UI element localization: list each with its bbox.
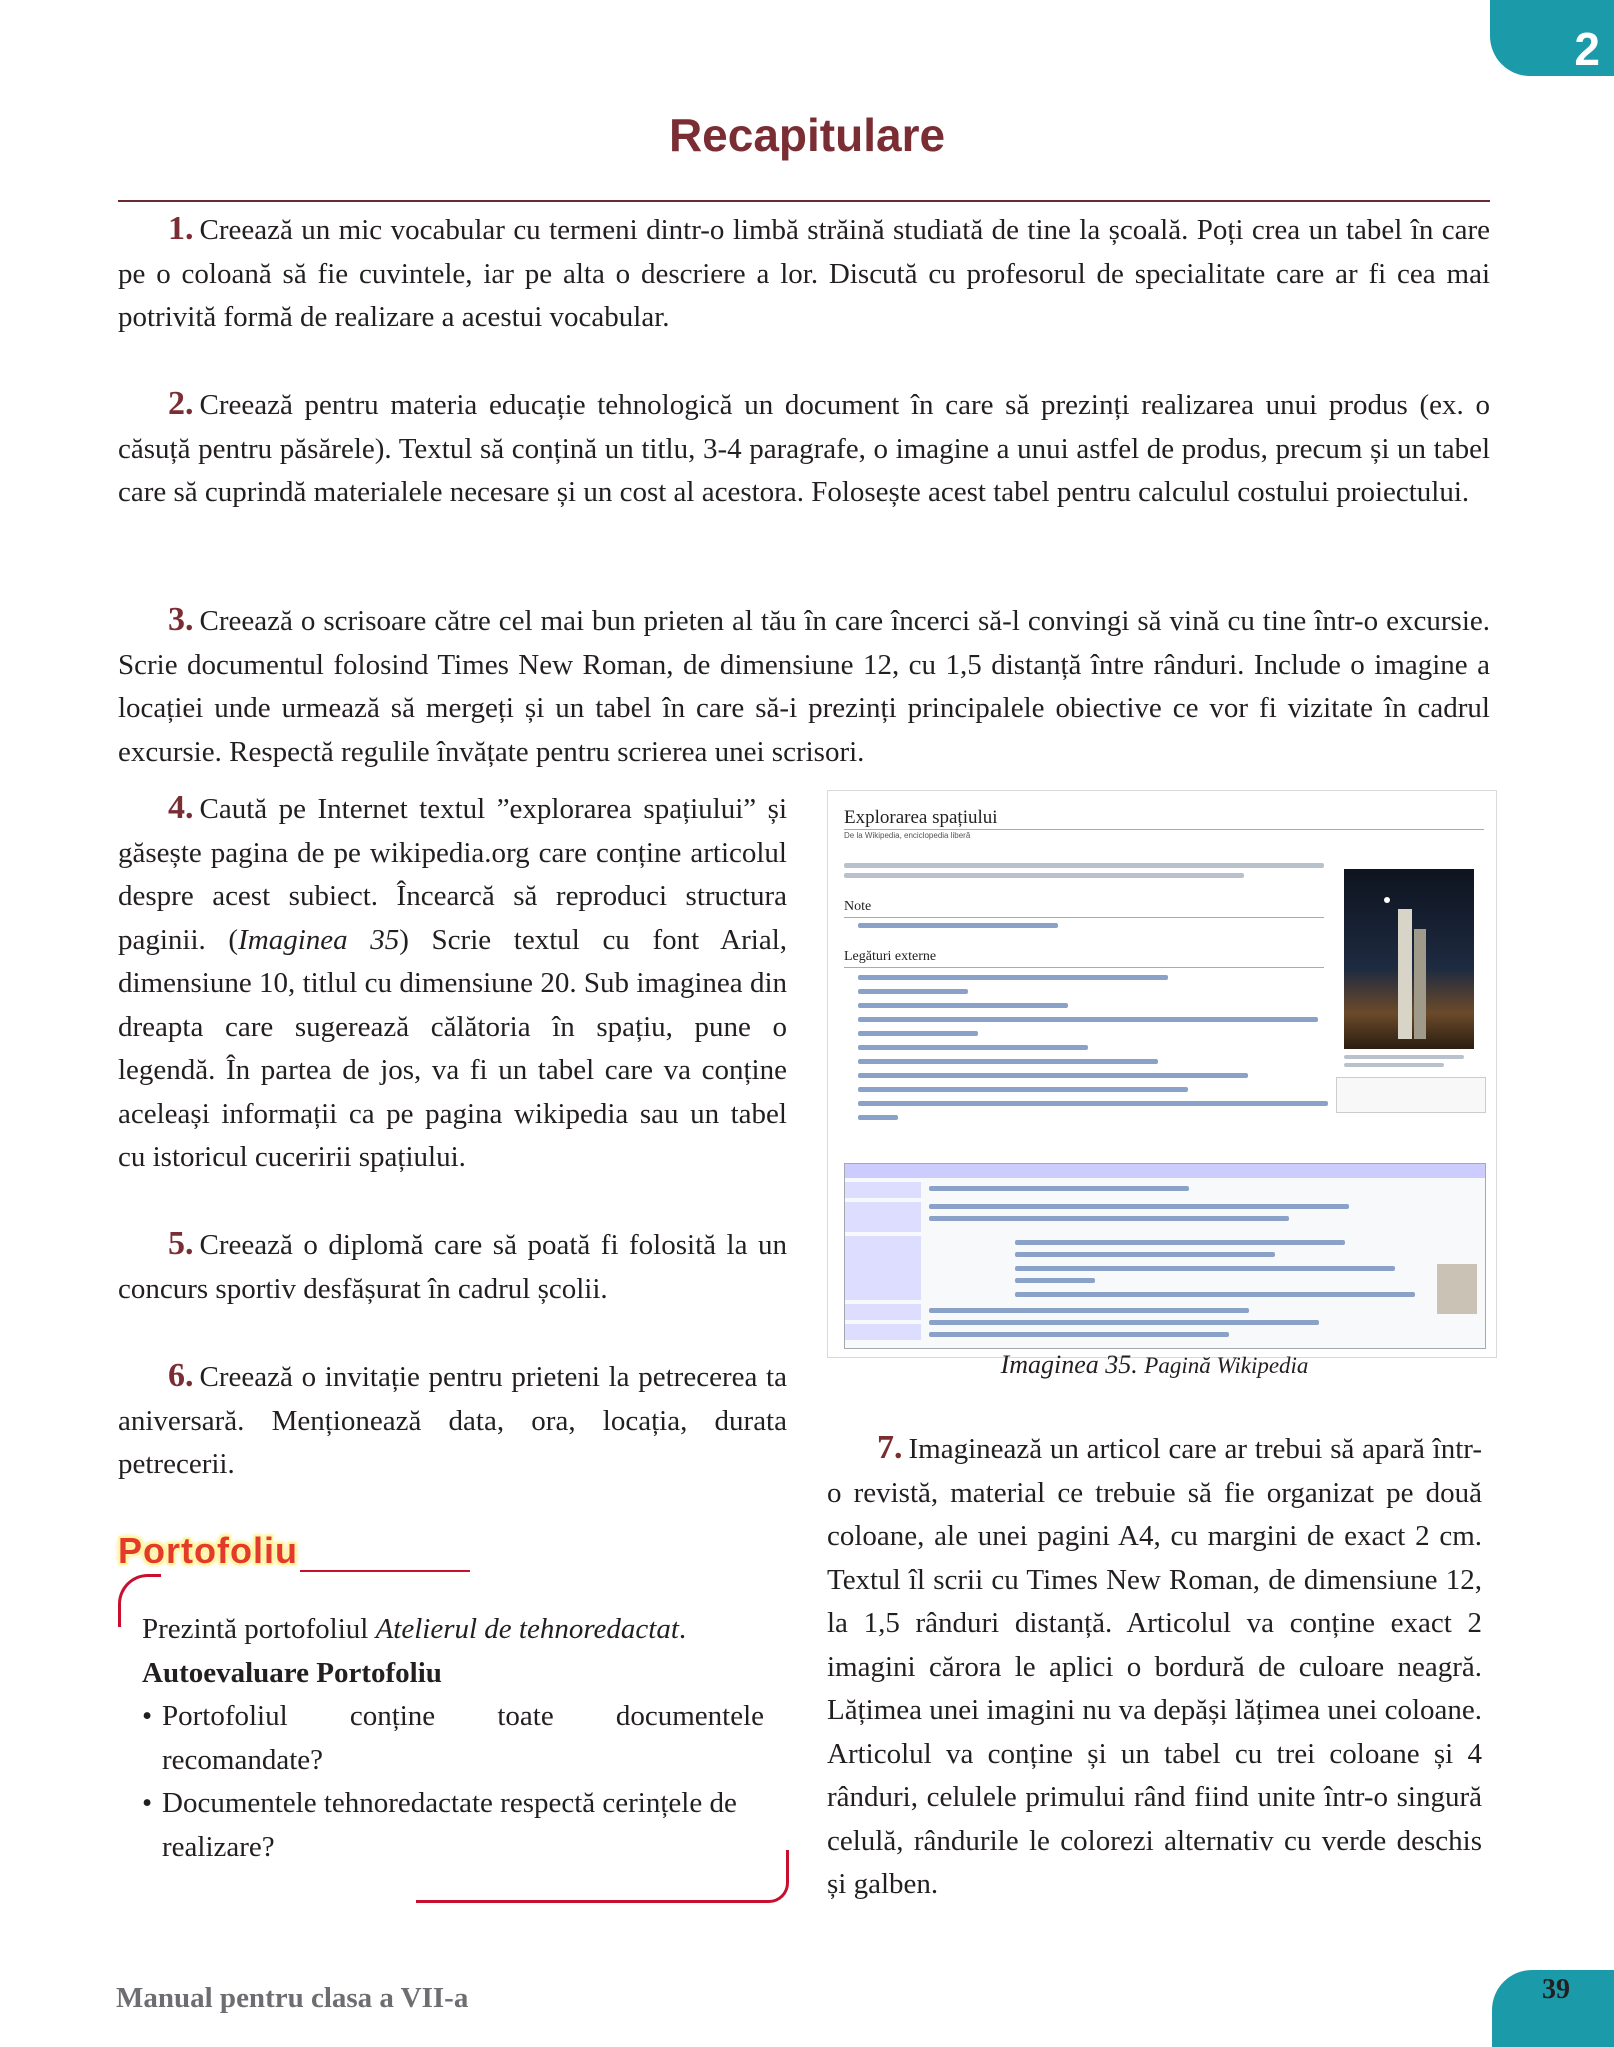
exercise-6 bbox=[118, 1354, 787, 1487]
wikipedia-screenshot bbox=[827, 790, 1497, 1358]
exercise-1 bbox=[118, 207, 1490, 340]
caption-main: Imaginea 35. bbox=[1000, 1350, 1138, 1379]
book-title: Manual pentru clasa a VII-a bbox=[116, 1982, 469, 2014]
exercise-number: 3. bbox=[168, 601, 194, 638]
navbox-line bbox=[929, 1186, 1189, 1191]
exercise-number: 6. bbox=[168, 1357, 194, 1394]
launch-tower bbox=[1414, 929, 1426, 1039]
exercise-text: Creează o diplomă care să poată fi folosită la un concurs sportiv desfășurat în cadrul școlii. bbox=[118, 1229, 787, 1305]
divider bbox=[844, 967, 1324, 968]
navbox-line bbox=[929, 1204, 1349, 1209]
section-note: Note bbox=[844, 899, 872, 914]
exercise-number: 5. bbox=[168, 1225, 194, 1262]
link-line bbox=[858, 1101, 1328, 1106]
link-line bbox=[858, 989, 968, 994]
navbox-line bbox=[929, 1332, 1229, 1337]
exercise-text: Creează pentru materia educație tehnologică un document în care să prezinți realizarea unui produs (ex. o căsuță pentru păsărele). Textul să conțină un titlu, 3-4 paragrafe, o imagine a unui astfel de produs, precum și un tabel care să cuprindă materialele necesare și un cost al acestora. Folosește acest tabel pentru calculul costului proiectului. bbox=[118, 389, 1490, 508]
portfolio-label: Portofoliu bbox=[118, 1530, 298, 1571]
rocket-photo bbox=[1344, 869, 1474, 1049]
navbox-label bbox=[845, 1202, 921, 1232]
title-rule bbox=[118, 200, 1490, 202]
link-line bbox=[858, 1087, 1188, 1092]
exercise-text: ) Scrie textul cu font Arial, dimensiune 10, titlul cu dimensiune 20. Sub imaginea din dreapta care sugerează călătoria în spațiu, pune o legendă. În partea de jos, va fi un tabel care va conține aceleași informații ca pe pagina wikipedia sau un tabel cu istoricul cuceririi spațiului. bbox=[118, 923, 788, 1173]
portfolio-intro-text: Prezintă portofoliul bbox=[142, 1613, 376, 1645]
navbox-line bbox=[1015, 1240, 1345, 1245]
exercise-number: 4. bbox=[168, 789, 194, 826]
page-title: Recapitulare bbox=[668, 109, 946, 161]
exercise-4 bbox=[118, 786, 787, 1180]
navbox-line bbox=[1015, 1278, 1095, 1283]
checklist bbox=[142, 1695, 764, 1869]
navbox-label bbox=[845, 1236, 921, 1300]
text-line bbox=[844, 873, 1244, 878]
navbox-line bbox=[929, 1308, 1249, 1313]
navbox-label bbox=[845, 1324, 921, 1340]
link-line bbox=[858, 1059, 1158, 1064]
exercise-text: Caută pe Internet textul ”explorarea spațiului” și găsește pagina de pe wikipedia.org care conține articolul despre acest subiect. Încearcă să reproduci structura paginii. ( bbox=[118, 793, 787, 956]
section-links: Legături externe bbox=[844, 949, 937, 964]
exercise-7 bbox=[827, 1426, 1482, 1907]
chapter-number: 2 bbox=[1574, 23, 1600, 75]
figure-caption bbox=[827, 1350, 1482, 1380]
portfolio-intro bbox=[142, 1608, 764, 1652]
exercise-5 bbox=[118, 1222, 787, 1311]
navbox-line bbox=[1015, 1292, 1415, 1297]
checklist-item: • Portofoliul conține toate documentele recomandate? bbox=[162, 1695, 764, 1782]
navbox-line bbox=[929, 1320, 1319, 1325]
caption-sub: Pagină Wikipedia bbox=[1144, 1353, 1309, 1378]
link-line bbox=[858, 1017, 1318, 1022]
figure-heading: Explorarea spațiului bbox=[844, 807, 998, 828]
divider bbox=[844, 917, 1324, 918]
portfolio-intro-end: . bbox=[678, 1613, 687, 1645]
navbox-table bbox=[844, 1163, 1486, 1349]
navbox-header bbox=[845, 1164, 1485, 1178]
exercise-text: Imaginează un articol care ar trebui să apară într-o revistă, material ce trebuie să fie organizat pe două coloane, ale unei pagini A4, cu margini de exact 2 cm. Textul îl scrii cu Times New Roman, de dimensiune 12, la 1,5 rânduri distanță. Articolul va conține exact 2 imagini cărora le aplici o bordură de culoare neagră. Lățimea unei imagini nu va depăși lățimea unei coloane. Articolul va conține și un tabel cu trei coloane și 4 rânduri, celulele primului rând fiind unite într-o singură celulă, rândurile le colorezi alternativ cu verde deschis și galben. bbox=[827, 1433, 1482, 1900]
portfolio-body bbox=[142, 1608, 764, 1869]
figure-subheading: De la Wikipedia, enciclopedia liberă bbox=[844, 831, 971, 840]
photo-caption-line bbox=[1344, 1063, 1444, 1067]
portfolio-rule bbox=[300, 1570, 470, 1572]
chapter-tab bbox=[1490, 0, 1614, 76]
exercise-text: Creează o invitație pentru prieteni la petrecerea ta aniversară. Menționează data, ora, locația, durata petrecerii. bbox=[118, 1361, 787, 1480]
exercise-number: 1. bbox=[168, 210, 194, 247]
text-line bbox=[844, 863, 1324, 868]
link-line bbox=[858, 1115, 898, 1120]
navbox-thumbnail bbox=[1437, 1264, 1477, 1314]
exercise-3 bbox=[118, 598, 1490, 774]
navbox-line bbox=[1015, 1266, 1395, 1271]
link-line bbox=[858, 1045, 1088, 1050]
navbox-label bbox=[845, 1182, 921, 1198]
link-line bbox=[858, 1031, 978, 1036]
self-evaluation-heading: Autoevaluare Portofoliu bbox=[142, 1656, 442, 1689]
link-line bbox=[858, 1073, 1248, 1078]
navbox-label bbox=[845, 1304, 921, 1320]
commons-box bbox=[1336, 1077, 1486, 1113]
checklist-item: • Documentele tehnoredactate respectă cerințele de realizare? bbox=[162, 1782, 764, 1869]
rocket-body bbox=[1398, 909, 1412, 1039]
photo-caption-line bbox=[1344, 1055, 1464, 1059]
exercise-number: 2. bbox=[168, 385, 194, 422]
divider bbox=[844, 829, 1484, 830]
portfolio-intro-title: Atelierul de tehnoredactat bbox=[375, 1613, 679, 1645]
exercise-text: Creează un mic vocabular cu termeni dintr-o limbă străină studiată de tine la școală. Poți crea un tabel în care pe o coloană să fie cuvintele, iar pe alta o descriere a lor. Discută cu profesorul de specialitate care ar fi cea mai potrivită formă de realizare a acestui vocabular. bbox=[118, 214, 1490, 333]
link-line bbox=[858, 1003, 1068, 1008]
exercise-2 bbox=[118, 382, 1490, 515]
exercise-text: Creează o scrisoare către cel mai bun prieten al tău în care încerci să-l convingi să vină cu tine într-o excursie. Scrie documentul folosind Times New Roman, de dimensiune 12, cu 1,5 distanță între rânduri. Include o imagine a locației unde urmează să mergeți și un tabel în care să-i prezinți principalele obiective ce vor fi vizitate în cadrul excursie. Respectă regulile învățate pentru scrierea unei scrisori. bbox=[118, 605, 1490, 768]
link-line bbox=[858, 975, 1168, 980]
page-number: 39 bbox=[1542, 1974, 1570, 2005]
moon bbox=[1384, 897, 1390, 903]
navbox-line bbox=[1015, 1252, 1275, 1257]
figure-reference: Imaginea 35 bbox=[238, 923, 400, 956]
text-line bbox=[858, 923, 1058, 928]
exercise-number: 7. bbox=[877, 1429, 903, 1466]
navbox-line bbox=[929, 1216, 1289, 1221]
